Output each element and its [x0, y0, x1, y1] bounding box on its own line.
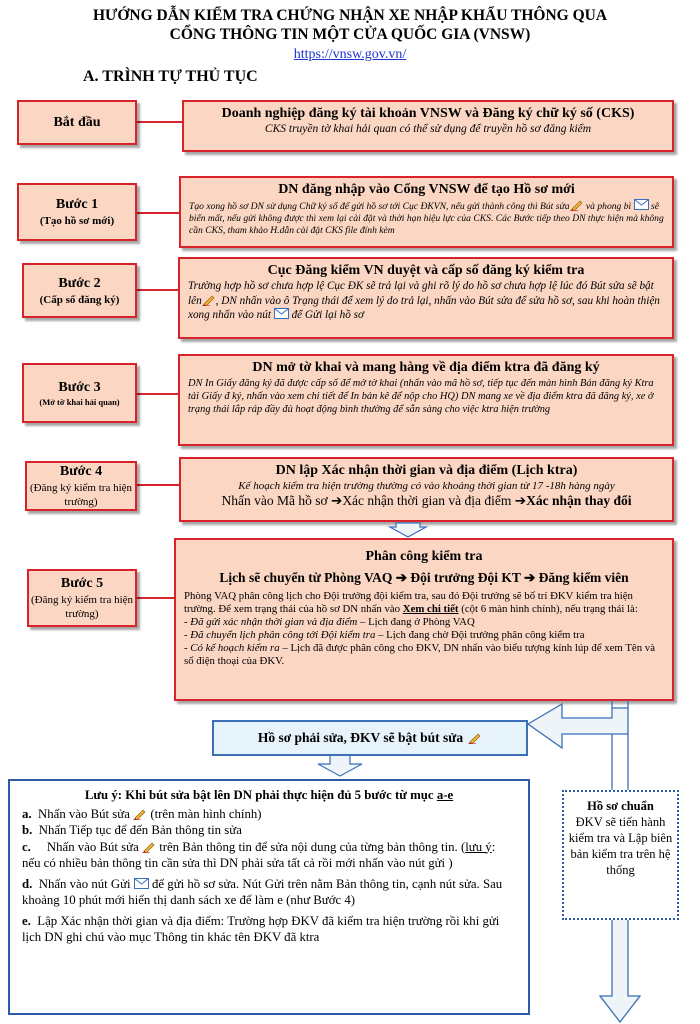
- item-text: Lập Xác nhận thời gian và địa điểm: Trường hợp ĐKV đã kiểm tra hiện trường rồi khi gửi lịch DN ghi chú vào mục Thông tin khác tên ĐKV đã ktra: [22, 913, 500, 944]
- step-content-1: [179, 176, 674, 248]
- item-note: lưu ý: [465, 839, 492, 854]
- step-heading: Phân công kiểm tra: [365, 549, 483, 564]
- step-body: [184, 590, 664, 616]
- edit-pen-icon: [133, 808, 147, 820]
- step-heading: Doanh nghiệp đăng ký tài khoản VNSW và Đăng ký chữ ký số (CKS): [221, 106, 635, 121]
- left-arrow-icon: [528, 704, 628, 748]
- arrow-right-icon: ➔: [331, 493, 343, 508]
- note-box: [8, 779, 530, 1015]
- fix-box-label: Hồ sơ phải sửa, ĐKV sẽ bật bút sửa: [257, 730, 464, 745]
- step-label-sub: (Mở tờ khai hải quan): [39, 396, 120, 407]
- fix-required-box: [212, 720, 528, 756]
- flow-item: Đăng kiểm viên: [538, 570, 629, 585]
- connector-start: [137, 121, 182, 123]
- status-item: [184, 629, 664, 642]
- step-body-part: Trường hợp hồ sơ chưa hợp lệ Cục ĐK sẽ trả lại và ghi rõ lý do hồ sơ chưa hợp lệ lúc đó Bút sửa sẽ bật lên: [188, 280, 654, 307]
- envelope-icon: [274, 308, 289, 319]
- arrow-right-icon: ➔: [514, 493, 527, 508]
- status-item: [184, 616, 664, 629]
- note-title-range: a-e: [436, 788, 454, 802]
- step-label-start: [17, 100, 137, 145]
- connector-step2: [137, 289, 178, 291]
- down-arrow-icon: [318, 754, 362, 776]
- step-body-part: sẽ biến mất, nếu gửi không được thì xem lại cài đặt và thời hạn hiệu lực của CKS. Các Bước tiếp theo DN thực hiện mà không cần CKS, tham khảo H.dẫn cài đặt CKS file đính kèm: [189, 201, 664, 236]
- down-arrow-icon: [600, 910, 640, 1022]
- step-label-text: Bắt đầu: [53, 114, 101, 130]
- step-content-start: [182, 100, 674, 152]
- connector-step4: [137, 484, 179, 486]
- step-content-5: [174, 538, 674, 701]
- envelope-icon: [634, 199, 649, 210]
- status-value: – Lịch đang chờ Đội trưởng phân công kiểm tra: [375, 629, 585, 641]
- note-item-d: [22, 876, 516, 909]
- edit-pen-icon: [142, 841, 156, 853]
- step-label-3: [22, 363, 137, 423]
- standard-file-box: [562, 790, 679, 920]
- edit-pen-icon: [468, 732, 482, 744]
- step-label-sub: (Cấp số đăng ký): [39, 293, 120, 306]
- doc-title-line2: CỔNG THÔNG TIN MỘT CỬA QUỐC GIA (VNSW): [169, 26, 531, 43]
- flow-item: Xác nhận thay đổi: [526, 493, 632, 508]
- status-key: - Đã gửi xác nhận thời gian và địa điểm: [184, 616, 358, 628]
- item-text: Nhấn vào nút Gửi: [38, 876, 131, 891]
- item-text: (trên màn hình chính): [150, 806, 262, 821]
- step-label-sub: (Đăng ký kiểm tra hiện trường): [29, 482, 133, 508]
- section-heading: A. TRÌNH TỰ THỦ TỤC: [83, 68, 258, 85]
- step-heading: DN đăng nhập vào Cổng VNSW để tạo Hồ sơ mới: [278, 182, 575, 197]
- step-body-part: để Gửi lại hồ sơ: [291, 309, 364, 321]
- step-label-sub: (Tạo hồ sơ mới): [39, 215, 115, 227]
- status-value: – Lịch đang ở Phòng VAQ: [357, 616, 475, 628]
- item-text: Nhấn Tiếp tục để đến Bản thông tin sửa: [38, 823, 242, 837]
- step-body: [188, 280, 664, 323]
- flow-item: Lịch sẽ chuyển từ Phòng VAQ: [219, 570, 393, 585]
- note-title-text: Lưu ý: Khi bút sửa bật lên DN phải thực hiện đủ 5 bước từ mục: [84, 788, 434, 802]
- note-item-e: [22, 913, 516, 946]
- item-text: trên Bản thông tin để sửa nội dung của từng bản thông tin. (: [159, 839, 466, 854]
- step-body-part: (cột 6 màn hình chính), nếu trạng thái là:: [461, 603, 638, 615]
- item-text: để gửi hồ sơ sửa. Nút Gửi trên nằm Bản thông tin, cạnh nút sửa. Sau khoảng 10 phút mới hiển thị danh sách xe để làm e (như Bước 4): [22, 876, 503, 907]
- item-key: e.: [22, 913, 31, 928]
- step-label-text: Bước 5: [60, 576, 104, 591]
- step-label-sub: (Đăng ký kiểm tra hiện trường): [30, 594, 134, 620]
- step-label-5: [27, 569, 137, 627]
- step-content-4: [179, 457, 674, 522]
- status-key: - Đã chuyển lịch phân công tới Đội kiểm tra: [184, 629, 376, 641]
- standard-body: ĐKV sẽ tiến hành kiểm tra và Lập biên bản kiểm tra trên hệ thống: [568, 815, 673, 877]
- connector-step3: [137, 393, 178, 395]
- note-item-a: [22, 806, 516, 823]
- note-title: [22, 787, 516, 804]
- item-key: b.: [22, 823, 33, 837]
- step-label-2: [22, 263, 137, 318]
- step-content-2: [178, 257, 674, 339]
- step-heading: DN mở tờ khai và mang hàng về địa điểm ktra đã đăng ký: [252, 360, 600, 375]
- step-label-text: Bước 4: [59, 464, 103, 479]
- step-flow: [189, 493, 664, 509]
- item-key: d.: [22, 876, 33, 891]
- note-item-b: [22, 822, 516, 839]
- item-key: a.: [22, 806, 32, 821]
- step-body: Kế hoạch kiểm tra hiện trường thường có vào khoảng thời gian từ 17 -18h hàng ngày: [238, 480, 615, 492]
- step-body-part: Phòng VAQ phân công lịch cho Đội trưởng đội kiểm tra, sau đó Đội trưởng sẽ bố trí ĐKV kiểm tra hiện trường. Để xem trạng thái của hồ sơ DN nhấn vào: [184, 590, 633, 615]
- item-key: c.: [22, 839, 31, 854]
- step-heading: Cục Đăng kiểm VN duyệt và cấp số đăng ký kiểm tra: [267, 263, 585, 278]
- status-key: - Có kế hoạch kiểm ra: [184, 642, 280, 654]
- note-item-c: [22, 839, 516, 872]
- connector-step5: [137, 597, 174, 599]
- step-heading: DN lập Xác nhận thời gian và địa điểm (Lịch ktra): [275, 463, 578, 478]
- item-text: : nếu có nhiều bản thông tin cần sửa thì DN phải sửa tất cả rồi mới nhấn vào nút gửi ): [22, 839, 496, 870]
- step-label-text: Bước 1: [55, 197, 99, 212]
- arrow-right-icon: ➔: [395, 570, 408, 585]
- item-text: Nhấn vào Bút sửa: [38, 806, 130, 821]
- step-body: [189, 199, 664, 237]
- flow-item: Xác nhận thời gian và địa điểm: [342, 493, 512, 508]
- vnsw-link[interactable]: https://vnsw.gov.vn/: [293, 47, 407, 62]
- arrow-right-icon: ➔: [523, 570, 536, 585]
- envelope-icon: [134, 878, 149, 889]
- step-body: CKS truyền tờ khai hải quan có thể sử dụng để truyền hồ sơ đăng kiểm: [264, 123, 592, 135]
- step-flow: [184, 569, 664, 587]
- item-text: Nhấn vào Bút sửa: [46, 839, 139, 854]
- flow-item: Nhấn vào Mã hồ sơ: [221, 493, 328, 508]
- edit-pen-icon: [570, 199, 584, 211]
- step-body-part: , DN nhấn vào ô Trạng thái để xem lý do trả lại, nhấn vào Bút sửa để sửa hồ sơ, sau khi hoàn thiện xong nhấn vào nút: [188, 294, 660, 321]
- step-label-1: [17, 183, 137, 241]
- status-item: [184, 642, 664, 668]
- step-label-text: Bước 3: [58, 379, 101, 395]
- step-body-part: và phong bì: [585, 201, 632, 212]
- edit-pen-icon: [202, 294, 216, 306]
- doc-title-line1: HƯỚNG DẪN KIỂM TRA CHỨNG NHẬN XE NHẬP KHẨU THÔNG QUA: [92, 7, 608, 24]
- step-body-part: Tạo xong hồ sơ DN sử dụng Chữ ký số để gửi hồ sơ tới Cục ĐKVN, nếu gửi thành công thì Bút sửa: [189, 201, 570, 212]
- status-value: – Lịch đã được phân công cho ĐKV, DN nhấn vào biểu tượng kính lúp để xem Tên và số điện thoại của ĐKV.: [184, 642, 656, 667]
- step-content-3: [178, 354, 674, 446]
- down-arrow-icon: [388, 522, 428, 538]
- standard-title: Hồ sơ chuẩn: [587, 799, 654, 813]
- step-body: DN In Giấy đăng ký đã được cấp số để mở tờ khai (nhấn vào mã hồ sơ, tiếp tục đến màn hình Bản đăng ký Ktra tải Giấy đ ký, nhấn vào xem chi tiết để In bản kê để nộp cho HQ) DN mang xe về địa điểm ktra đã đăng ký, xe ở trạng thái lắp ráp đầy đủ hoạt động bình thường để sẵn sàng cho việc ktra hiện trường: [188, 378, 654, 415]
- flow-item: Đội trưởng Đội KT: [410, 570, 521, 585]
- view-detail-link[interactable]: Xem chi tiết: [402, 603, 459, 615]
- connector-step1: [137, 212, 179, 214]
- step-label-text: Bước 2: [58, 275, 101, 291]
- step-label-4: [25, 461, 137, 511]
